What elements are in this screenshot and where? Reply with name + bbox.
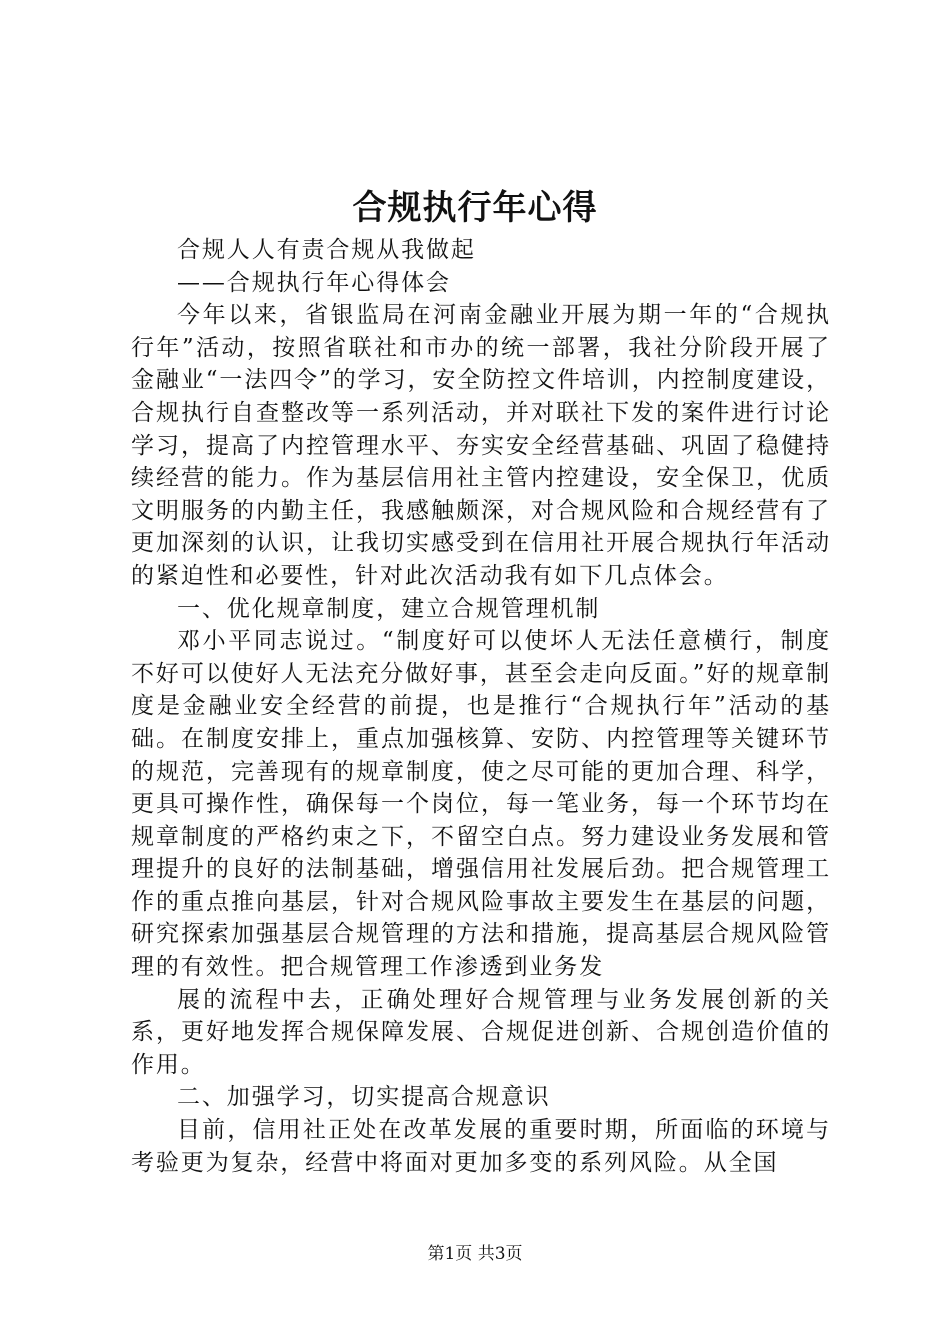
subtitle-line: 合规人人有责合规从我做起 [177, 237, 476, 263]
subtitle-line: ——合规执行年心得体会 [177, 269, 451, 296]
page-footer: 第1页 共3页 [427, 1244, 523, 1264]
document-title: 合规执行年心得 [352, 188, 598, 228]
section-heading: 二、加强学习，切实提高合规意识 [177, 1084, 551, 1111]
body-paragraph: 展的流程中去，正确处理好合规管理与业务发展创新的关系，更好地发挥合规保障发展、合规促进创新、合规创造价值的作用。 [131, 986, 831, 1078]
section-heading: 一、优化规章制度，建立合规管理机制 [177, 595, 601, 622]
body-paragraph: 目前，信用社正处在改革发展的重要时期，所面临的环境与考验更为复杂，经营中将面对更加多变的系列风险。从全国 [131, 1117, 831, 1176]
body-paragraph: 今年以来，省银监局在河南金融业开展为期一年的“合规执行年”活动，按照省联社和市办的统一部署，我社分阶段开展了金融业“一法四令”的学习，安全防控文件培训，内控制度建设，合规执行自查整改等一系列活动，并对联社下发的案件进行讨论学习，提高了内控管理水平、夯实安全经营基础、巩固了稳健持续经营的能力。作为基层信用社主管内控建设，安全保卫，优质文明服务的内勤主任，我感触颇深，对合规风险和合规经营有了更加深刻的认识，让我切实感受到在信用社开展合规执行年活动的紧迫性和必要性，针对此次活动我有如下几点体会。 [131, 302, 831, 589]
document-body [131, 234, 831, 1179]
body-paragraph: 邓小平同志说过。“制度好可以使坏人无法任意横行，制度不好可以使好人无法充分做好事，甚至会走向反面。”好的规章制度是金融业安全经营的前提，也是推行“合规执行年”活动的基础。在制度安排上，重点加强核算、安防、内控管理等关键环节的规范，完善现有的规章制度，使之尽可能的更加合理、科学，更具可操作性，确保每一个岗位，每一笔业务，每一个环节均在规章制度的严格约束之下，不留空白点。努力建设业务发展和管理提升的良好的法制基础，增强信用社发展后劲。把合规管理工作的重点推向基层，针对合规风险事故主要发生在基层的问题，研究探索加强基层合规管理的方法和措施，提高基层合规风险管理的有效性。把合规管理工作渗透到业务发 [131, 628, 831, 981]
